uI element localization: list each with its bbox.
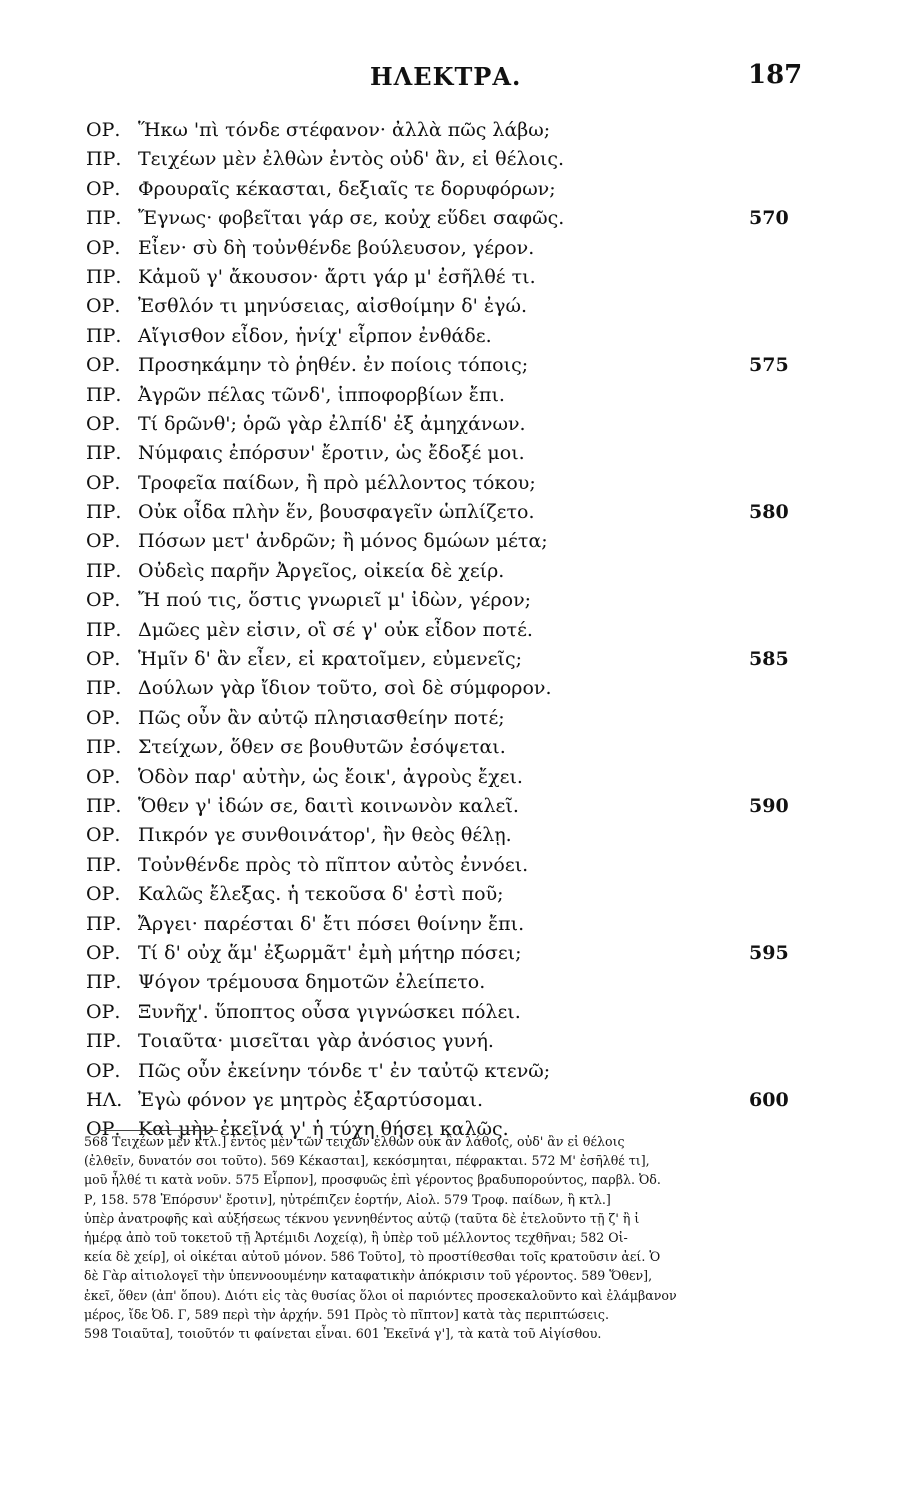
speaker-label: ΟΡ. [86, 706, 121, 729]
verse-text: Πόσων μετ' ἀνδρῶν; ἢ μόνος δμώων μέτα; [138, 530, 548, 553]
line-number: 590 [749, 794, 789, 817]
verse-line [0, 821, 901, 850]
verse-line [0, 234, 901, 263]
footnote-line: μέρος, ἴδε Ὀδ. Γ, 589 περὶ τὴν ἀρχήν. 591 Πρὸς τὸ πῖπτον] κατὰ τὰς περιπτώσεις. [84, 1306, 609, 1322]
verse-line [0, 968, 901, 997]
footnote-line: ἡμέρᾳ ἀπὸ τοῦ τοκετοῦ τῇ Ἀρτέμιδι Λοχείᾳ), ἢ ὑπὲρ τοῦ μέλλοντος τεχθῆναι; 582 Οἰ- [84, 1230, 628, 1246]
verse-text: Τοιαῦτα· μισεῖται γὰρ ἀνόσιος γυνή. [138, 1030, 494, 1053]
verse-text: Κἀμοῦ γ' ἄκουσον· ἄρτι γάρ μ' ἐσῆλθέ τι. [138, 265, 536, 288]
verse-text: Δούλων γὰρ ἴδιον τοῦτο, σοὶ δὲ σύμφορον. [138, 677, 552, 700]
verse-text: Καλῶς ἔλεξας. ἡ τεκοῦσα δ' ἐστὶ ποῦ; [138, 883, 504, 906]
verse-line [0, 792, 901, 821]
speaker-label: ΠΡ. [86, 501, 122, 524]
line-number: 600 [749, 1088, 789, 1111]
page-number: 187 [748, 60, 803, 90]
speaker-label: ΟΡ. [86, 177, 121, 200]
speaker-label: ΟΡ. [86, 765, 121, 788]
verse-text: Οὐκ οἶδα πλὴν ἕν, βουσφαγεῖν ὡπλίζετο. [138, 501, 535, 524]
verse-line [0, 998, 901, 1027]
footnote-line: ἐκεῖ, ὅθεν (ἀπ' ὅπου). Διότι εἰς τὰς θυσίας ὅλοι οἱ παριόντες προσεκαλοῦντο καὶ ἐλάμβανον [84, 1287, 677, 1303]
line-number: 570 [749, 207, 789, 230]
verse-text: Καὶ μὴν ἐκεῖνά γ' ἡ τύχη θήσει καλῶς. [138, 1118, 509, 1141]
verse-block [0, 116, 901, 1145]
verse-line [0, 527, 901, 556]
speaker-label: ΟΡ. [86, 941, 121, 964]
speaker-label: ΟΡ. [86, 412, 121, 435]
verse-line [0, 204, 901, 233]
speaker-label: ΟΡ. [86, 648, 121, 671]
verse-line [0, 557, 901, 586]
verse-line [0, 1027, 901, 1056]
speaker-label: ΟΡ. [86, 883, 121, 906]
speaker-label: ΠΡ. [86, 912, 122, 935]
verse-text: Ὅθεν γ' ἰδών σε, δαιτὶ κοινωνὸν καλεῖ. [138, 794, 519, 817]
verse-line [0, 439, 901, 468]
speaker-label: ΠΡ. [86, 442, 122, 465]
verse-line [0, 910, 901, 939]
verse-text: Ἤ πού τις, ὅστις γνωριεῖ μ' ἰδὼν, γέρον; [138, 589, 532, 612]
speaker-label: ΗΛ. [86, 1088, 123, 1111]
verse-text: Ἡμῖν δ' ἂν εἶεν, εἰ κρατοῖμεν, εὐμενεῖς; [138, 648, 523, 671]
speaker-label: ΠΡ. [86, 736, 122, 759]
verse-text: Ἥκω 'πὶ τόνδε στέφανον· ἀλλὰ πῶς λάβω; [138, 119, 551, 141]
verse-line [0, 1086, 901, 1115]
verse-line [0, 322, 901, 351]
verse-line [0, 704, 901, 733]
speaker-label: ΠΡ. [86, 618, 122, 641]
speaker-label: ΠΡ. [86, 207, 122, 230]
speaker-label: ΠΡ. [86, 383, 122, 406]
speaker-label: ΟΡ. [86, 236, 121, 259]
verse-text: Ἐγὼ φόνον γε μητρὸς ἐξαρτύσομαι. [138, 1088, 483, 1111]
verse-text: Αἴγισθον εἶδον, ἡνίχ' εἷρπον ἐνθάδε. [138, 324, 492, 347]
speaker-label: ΠΡ. [86, 148, 122, 171]
verse-line [0, 175, 901, 204]
speaker-label: ΟΡ. [86, 530, 121, 553]
verse-line [0, 145, 901, 174]
verse-line [0, 763, 901, 792]
footnote-line: 568 Τειχέων μὲν κτλ.] ἐντὸς μὲν τῶν τειχῶν ἐλθὼν οὐκ ἂν λάθοις, οὐδ' ἂν εἰ θέλοις [84, 1134, 625, 1149]
verse-text: Ἐσθλόν τι μηνύσειας, αἰσθοίμην δ' ἐγώ. [138, 295, 528, 318]
speaker-label: ΠΡ. [86, 265, 122, 288]
footnote-line: κεία δὲ χείρ], οἱ οἰκέται αὐτοῦ μόνον. 586 Τοῦτο], τὸ προστίθεσθαι τοῖς κρατοῦσιν ἀεί. Ὁ [84, 1249, 661, 1265]
verse-text: Προσηκάμην τὸ ῥηθέν. ἐν ποίοις τόποις; [138, 354, 529, 377]
running-title: ΗΛΕΚΤΡΑ. [370, 62, 522, 91]
verse-line [0, 851, 901, 880]
verse-text: Ψόγον τρέμουσα δημοτῶν ἐλείπετο. [138, 971, 486, 994]
verse-line [0, 410, 901, 439]
footnotes [84, 1132, 796, 1343]
verse-line [0, 116, 901, 145]
verse-text: Οὐδεὶς παρῆν Ἀργεῖος, οἰκεία δὲ χείρ. [138, 559, 505, 582]
verse-text: Τειχέων μὲν ἐλθὼν ἐντὸς οὐδ' ἂν, εἰ θέλοις. [138, 148, 565, 171]
verse-line [0, 263, 901, 292]
verse-text: Τί δ' οὐχ ἅμ' ἐξωρμᾶτ' ἐμὴ μήτηρ πόσει; [138, 941, 522, 964]
footnote-line: Ρ, 158. 578 Ἐπόρσυν' ἔροτιν], ηὐτρέπιζεν ἑορτήν, Αἰολ. 579 Τροφ. παίδων, ἢ κτλ.] [84, 1191, 611, 1207]
verse-text: Δμῶες μὲν εἰσιν, οἳ σέ γ' οὐκ εἶδον ποτέ. [138, 618, 533, 641]
verse-line [0, 351, 901, 380]
verse-line [0, 733, 901, 762]
speaker-label: ΠΡ. [86, 677, 122, 700]
speaker-label: ΟΡ. [86, 119, 121, 141]
verse-line [0, 586, 901, 615]
verse-text: Ἄργει· παρέσται δ' ἔτι πόσει θοίνην ἔπι. [138, 912, 525, 935]
verse-text: Ξυνῆχ'. ὕποπτος οὖσα γιγνώσκει πόλει. [138, 1000, 521, 1023]
verse-line [0, 469, 901, 498]
speaker-label: ΠΡ. [86, 324, 122, 347]
verse-text: Πῶς οὖν ἂν αὐτῷ πλησιασθείην ποτέ; [138, 706, 505, 729]
speaker-label: ΟΡ. [86, 354, 121, 377]
verse-text: Ἀγρῶν πέλας τῶνδ', ἱπποφορβίων ἔπι. [138, 383, 505, 406]
footnote-rule [98, 1130, 218, 1131]
verse-text: Ἔγνως· φοβεῖται γάρ σε, κοὐχ εὕδει σαφῶς. [138, 207, 565, 230]
speaker-label: ΟΡ. [86, 1059, 121, 1082]
speaker-label: ΠΡ. [86, 559, 122, 582]
speaker-label: ΟΡ. [86, 589, 121, 612]
speaker-label: ΟΡ. [86, 1118, 121, 1141]
verse-text: Τοὐνθένδε πρὸς τὸ πῖπτον αὐτὸς ἐννόει. [138, 853, 529, 876]
verse-text: Στείχων, ὅθεν σε βουθυτῶν ἐσόψεται. [138, 736, 506, 759]
line-number: 580 [749, 501, 789, 524]
verse-line [0, 880, 901, 909]
verse-text: Ὁδὸν παρ' αὐτὴν, ὡς ἔοικ', ἀγροὺς ἔχει. [138, 765, 523, 788]
verse-line [0, 645, 901, 674]
verse-text: Τροφεῖα παίδων, ἢ πρὸ μέλλοντος τόκου; [138, 471, 536, 494]
line-number: 575 [749, 354, 789, 377]
speaker-label: ΟΡ. [86, 1000, 121, 1023]
verse-line [0, 674, 901, 703]
line-number: 595 [749, 941, 789, 964]
verse-line [0, 616, 901, 645]
verse-line [0, 498, 901, 527]
verse-line [0, 292, 901, 321]
verse-line [0, 939, 901, 968]
verse-text: Πικρόν γε συνθοινάτορ', ἢν θεὸς θέλῃ. [138, 824, 512, 847]
verse-line [0, 1057, 901, 1086]
line-number: 585 [749, 648, 789, 671]
speaker-label: ΟΡ. [86, 471, 121, 494]
footnote-line: δὲ Γὰρ αἰτιολογεῖ τὴν ὑπεννοουμένην καταφατικὴν ἀπόκρισιν τοῦ γέροντος. 589 Ὅθεν], [84, 1268, 653, 1284]
speaker-label: ΠΡ. [86, 971, 122, 994]
footnote-line: 598 Τοιαῦτα], τοιοῦτόν τι φαίνεται εἶναι. 601 Ἐκεῖνά γ'], τὰ κατὰ τοῦ Αἰγίσθου. [84, 1326, 602, 1342]
footnote-line: ὑπὲρ ἀνατροφῆς καὶ αὐξήσεως τέκνου γεννηθέντος αὐτῷ (ταῦτα δὲ ἐτελοῦντο τῇ ζ' ἢ ἰ [84, 1210, 640, 1226]
verse-text: Πῶς οὖν ἐκείνην τόνδε τ' ἐν ταὐτῷ κτενῶ; [138, 1059, 551, 1082]
speaker-label: ΠΡ. [86, 853, 122, 876]
verse-text: Φρουραῖς κέκασται, δεξιαῖς τε δορυφόρων; [138, 177, 556, 200]
speaker-label: ΠΡ. [86, 1030, 122, 1053]
verse-text: Νύμφαις ἐπόρσυν' ἔροτιν, ὡς ἔδοξέ μοι. [138, 442, 525, 465]
speaker-label: ΠΡ. [86, 794, 122, 817]
footnote-line: μοῦ ἦλθέ τι κατὰ νοῦν. 575 Εἷρπον], προσφυῶς ἐπὶ γέροντος βραδυπορούντος, παρβλ. Ὀδ. [84, 1172, 661, 1188]
verse-text: Τί δρῶνθ'; ὁρῶ γὰρ ἐλπίδ' ἐξ ἀμηχάνων. [138, 412, 526, 435]
speaker-label: ΟΡ. [86, 824, 121, 847]
verse-text: Εἶεν· σὺ δὴ τοὐνθένδε βούλευσον, γέρον. [138, 236, 535, 259]
speaker-label: ΟΡ. [86, 295, 121, 318]
footnote-line: (ἐλθεῖν, δυνατόν σοι τοῦτο). 569 Κέκασται], κεκόσμηται, πέφρακται. 572 Μ' ἐσῆλθέ τι], [84, 1153, 650, 1169]
verse-line [0, 381, 901, 410]
